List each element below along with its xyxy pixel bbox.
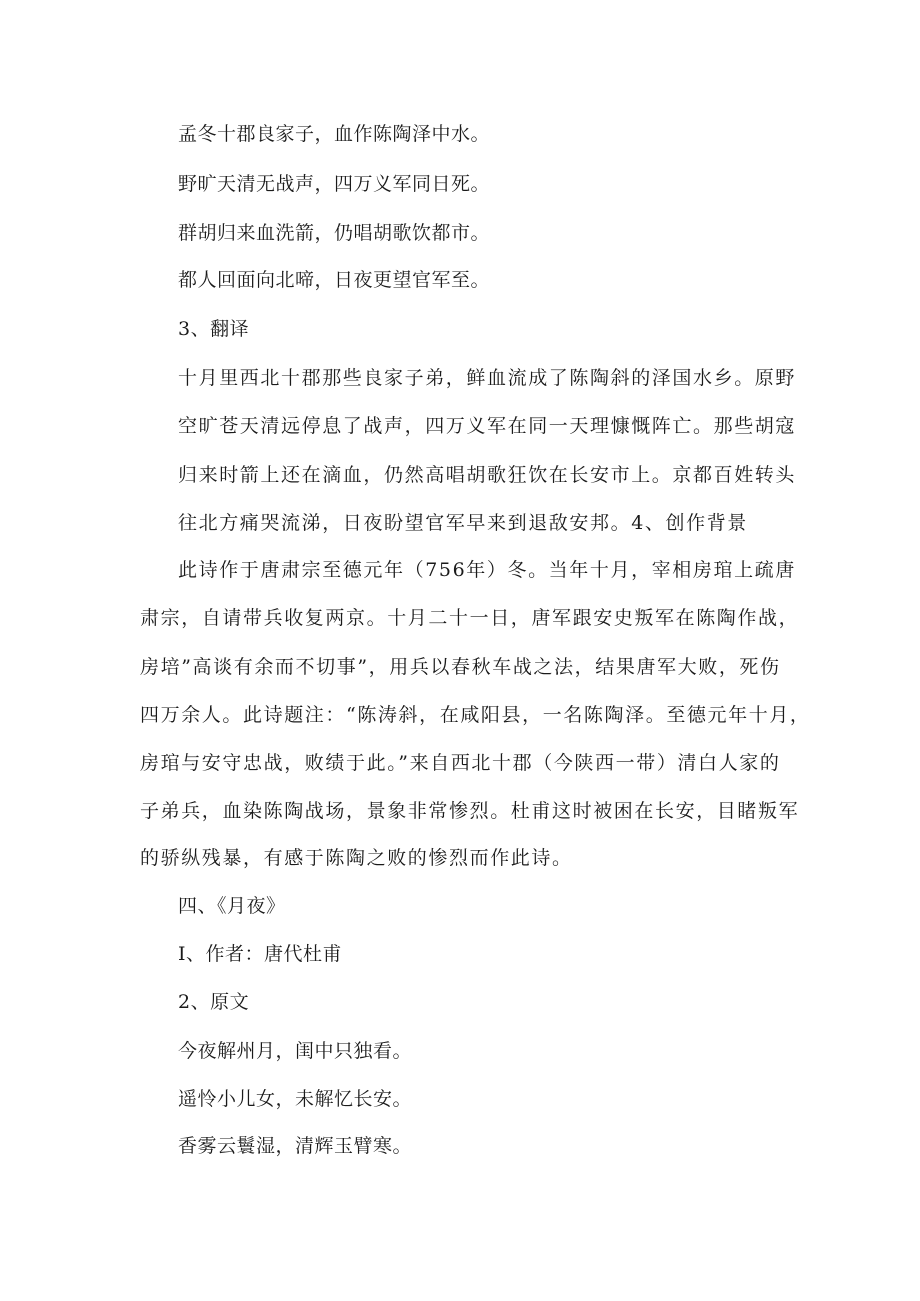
- author-line: I、作者：唐代杜甫: [178, 943, 343, 965]
- translation-line-1: 十月里西北十郡那些良家子弟，鲜血流成了陈陶斜的泽国水乡。原野: [178, 367, 797, 389]
- background-line-1: 此诗作于唐肃宗至德元年（756年）冬。当年十月，宰相房琯上疏唐: [178, 559, 796, 581]
- background-line-6: 子弟兵，血染陈陶战场，景象非常惨烈。杜甫这时被困在长安，目睹叛军: [140, 800, 800, 822]
- translation-line-2: 空旷苍天清远停息了战声，四万义军在同一天理慷慨阵亡。那些胡寇: [178, 415, 797, 437]
- original-heading: 2、原文: [178, 991, 250, 1013]
- background-line-2: 肃宗，自请带兵收复两京。十月二十一日，唐军跟安史叛军在陈陶作战，: [140, 607, 800, 629]
- poem-line-4: 都人回面向北啼，日夜更望官军至。: [178, 269, 491, 291]
- moon-night-line-3: 香雾云鬟湿，清辉玉臂寒。: [178, 1135, 413, 1157]
- section-four-heading: 四、《月夜》: [178, 895, 286, 917]
- moon-night-line-1: 今夜解州月，闺中只独看。: [178, 1040, 413, 1062]
- background-line-4: 四万余人。此诗题注：“陈涛斜，在咸阳县，一名陈陶泽。至德元年十月，: [140, 704, 811, 726]
- background-line-3: 房培”高谈有余而不切事”，用兵以春秋车战之法，结果唐军大败，死伤: [140, 656, 781, 678]
- poem-line-3: 群胡归来血洗箭，仍唱胡歌饮都市。: [178, 222, 491, 244]
- translation-heading: 3、翻译: [178, 318, 250, 340]
- moon-night-line-2: 遥怜小儿女，未解忆长安。: [178, 1088, 413, 1110]
- poem-line-2: 野旷天清无战声，四万义军同日死。: [178, 173, 491, 195]
- background-line-7: 的骄纵残暴，有感于陈陶之败的惨烈而作此诗。: [140, 847, 573, 869]
- poem-line-1: 孟冬十郡良家子，血作陈陶泽中水。: [178, 123, 491, 145]
- translation-line-3: 归来时箭上还在滴血，仍然高唱胡歌狂饮在长安市上。京都百姓转头: [178, 464, 797, 486]
- background-line-5: 房琯与安守忠战，败绩于此。”来自西北十郡（今陕西一带）清白人家的: [140, 752, 781, 774]
- translation-line-4: 往北方痛哭流涕，日夜盼望官军早来到退敌安邦。4、创作背景: [178, 512, 748, 534]
